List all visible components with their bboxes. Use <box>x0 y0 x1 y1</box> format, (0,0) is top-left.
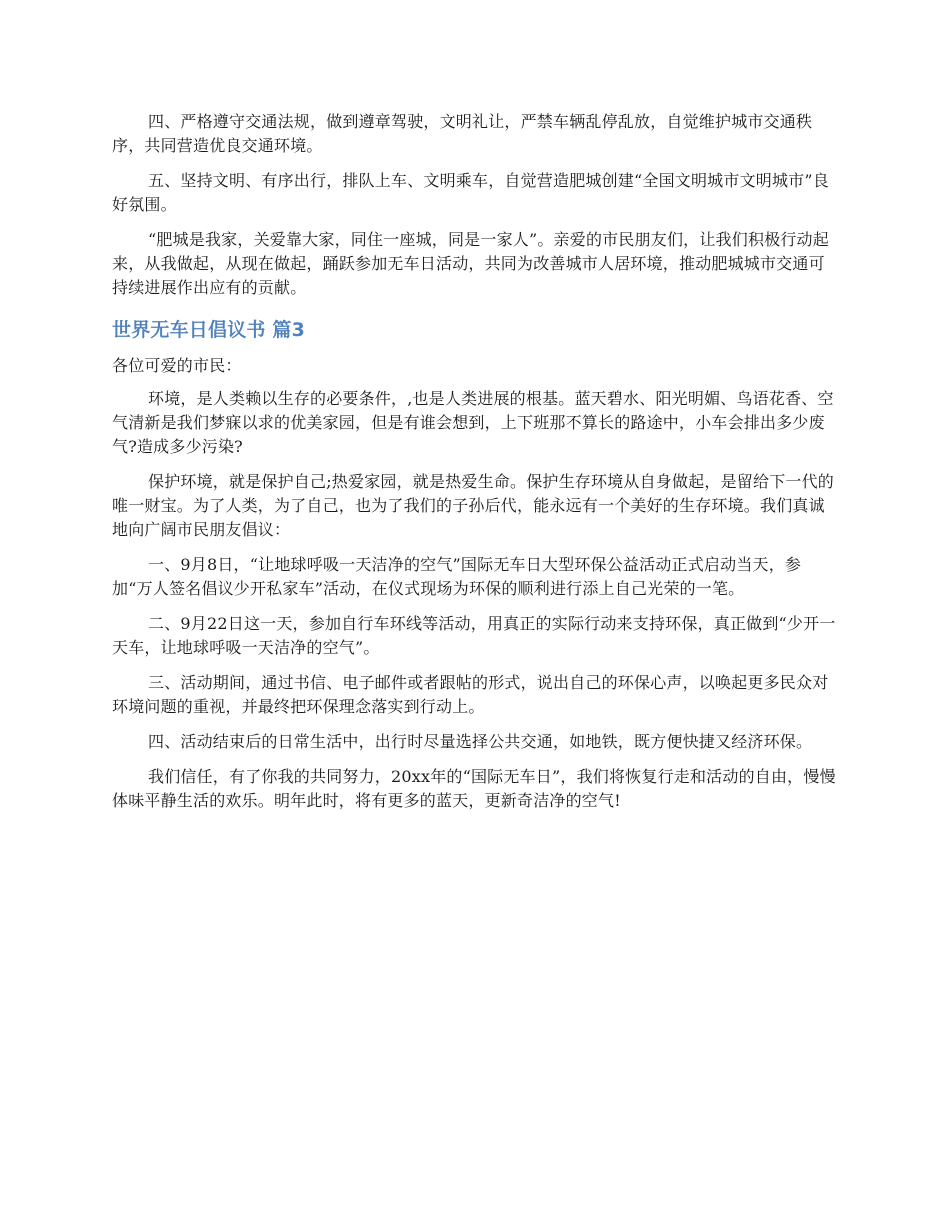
document-body <box>112 110 840 824</box>
paragraph-item-one: 一、9月8日，“让地球呼吸一天洁净的空气”国际无车日大型环保公益活动正式启动当天，参加“万人签名倡议少开私家车”活动，在仪式现场为环保的顺利进行添上自己光荣的一笔。 <box>112 555 802 598</box>
paragraph-protect-environment: 保护环境，就是保护自己;热爱家园，就是热爱生命。保护生存环境从自身做起，是留给下一代的唯一财宝。为了人类，为了自己，也为了我们的子孙后代，能永远有一个美好的生存环境。我们真诚地向广阔市民朋友倡议： <box>112 472 834 539</box>
paragraph-item-two: 二、9月22日这一天，参加自行车环线等活动，用真正的实际行动来支持环保，真正做到“少开一天车，让地球呼吸一天洁净的空气”。 <box>112 614 836 657</box>
paragraph-traffic-rules: 四、严格遵守交通法规，做到遵章驾驶，文明礼让，严禁车辆乱停乱放，自觉维护城市交通秩序，共同营造优良交通环境。 <box>112 112 813 155</box>
paragraph-environment: 环境，是人类赖以生存的必要条件，,也是人类进展的根基。蓝天碧水、阳光明媚、鸟语花香、空气清新是我们梦寐以求的优美家园，但是有谁会想到，上下班那不算长的路途中，小车会排出多少废气?造成多少污染? <box>112 389 834 456</box>
paragraph-item-four: 四、活动结束后的日常生活中，出行时尽量选择公共交通，如地铁，既方便快捷又经济环保。 <box>148 732 813 751</box>
paragraph-feicheng-appeal: “肥城是我家，关爱靠大家，同住一座城，同是一家人”。亲爱的市民朋友们，让我们积极行动起来，从我做起，从现在做起，踊跃参加无车日活动，共同为改善城市人居环境，推动肥城城市交通可持续进展作出应有的贡献。 <box>112 230 829 297</box>
paragraph-item-three: 三、活动期间，通过书信、电子邮件或者跟帖的形式，说出自己的环保心声，以唤起更多民众对环境问题的重视，并最终把环保理念落实到行动上。 <box>112 673 829 716</box>
salutation: 各位可爱的市民： <box>112 356 242 375</box>
section-heading: 世界无车日倡议书 篇3 <box>112 319 306 341</box>
paragraph-civilized-travel: 五、坚持文明、有序出行，排队上车、文明乘车，自觉营造肥城创建“全国文明城市文明城市”良好氛围。 <box>112 171 829 214</box>
paragraph-closing: 我们信任，有了你我的共同努力，20xx年的“国际无车日”，我们将恢复行走和活动的自由，慢慢体味平静生活的欢乐。明年此时，将有更多的蓝天，更新奇洁净的空气! <box>112 767 836 810</box>
